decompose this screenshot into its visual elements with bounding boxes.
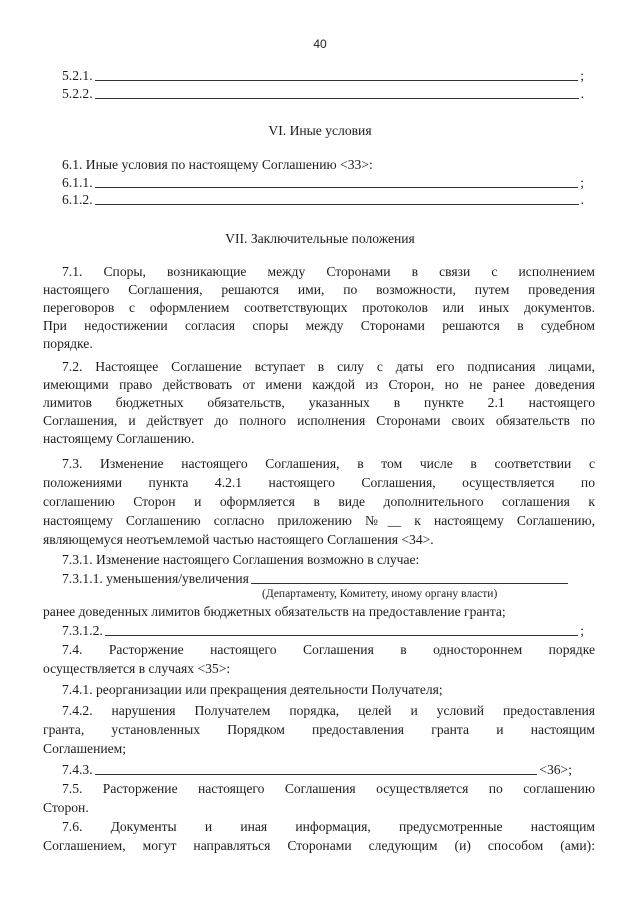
blank-line [95,97,579,99]
clause-7-3-1-1-cont: ранее доведенных лимитов бюджетных обязательств на предоставление гранта; [43,604,506,619]
clause-7-2-line: лимитов бюджетных обязательств, указанных в пункте 2.1 настоящего [43,395,595,410]
clause-7-4-1: 7.4.1. реорганизации или прекращения деятельности Получателя; [62,682,443,697]
item-5-2-2 [62,85,584,102]
clause-7-1-line: При недостижении согласия споры между Сторонами решаются в судебном [43,318,595,333]
punctuation: . [580,86,584,101]
clause-7-3-1-2 [62,622,584,639]
section-heading-7: VII. Заключительные положения [225,231,415,246]
clause-7-4-2-line: Соглашением; [43,741,127,756]
clause-7-6-line: 7.6. Документы и иная информация, предусмотренные настоящим [62,819,595,834]
clause-7-6-line: Соглашением, могут направляться Сторонами следующим (и) способом (ами): [43,838,595,853]
field-hint: (Департаменту, Комитету, иному органу власти) [262,588,498,600]
item-number: 6.1.1. [62,175,93,190]
item-number: 5.2.1. [62,68,93,83]
blank-line [95,79,579,81]
page-number: 40 [313,37,327,51]
clause-7-5-line: 7.5. Расторжение настоящего Соглашения осуществляется по соглашению [62,781,595,796]
clause-7-1-line: 7.1. Споры, возникающие между Сторонами в связи с исполнением [62,264,595,279]
clause-7-2-line: Соглашения, и действует до полного исполнения Сторонами своих обязательств по [43,413,595,428]
clause-6-1: 6.1. Иные условия по настоящему Соглашению <33>: [62,157,373,172]
clause-7-4-line: 7.4. Расторжение настоящего Соглашения в одностороннем порядке [62,642,595,657]
clause-7-3-line: являющемуся неотъемлемой частью настоящего Соглашения <34>. [43,532,434,547]
blank-line [95,186,579,188]
clause-7-3-line: настоящему Соглашению согласно приложению №__ к настоящему Соглашению, [43,513,595,528]
punctuation: ; [580,623,584,638]
clause-7-2-line: настоящему Соглашению. [43,431,195,446]
clause-7-1-line: порядке. [43,336,93,351]
blank-line [95,203,579,205]
item-number: 7.3.1.2. [62,623,103,638]
punctuation: ; [580,175,584,190]
clause-7-3-line: положениями пункта 4.2.1 настоящего Соглашения, осуществляется по [43,475,595,490]
clause-7-1-line: настоящего Соглашения, решаются ими, по возможности, путем проведения [43,282,595,297]
clause-7-5-line: Сторон. [43,800,89,815]
clause-7-3-1-1 [62,570,570,587]
item-number: 6.1.2. [62,192,93,207]
clause-7-3-line: 7.3. Изменение настоящего Соглашения, в том числе в соответствии с [62,456,595,471]
item-number: 5.2.2. [62,86,93,101]
blank-line [251,582,568,584]
clause-7-4-2-line: 7.4.2. нарушения Получателем порядка, целей и условий предоставления [62,703,595,718]
footnote-ref: <36>; [539,762,572,777]
clause-7-1-line: переговоров с оформлением соответствующих протоколов или иных документов. [43,300,595,315]
punctuation: ; [580,68,584,83]
clause-7-2-line: 7.2. Настоящее Соглашение вступает в силу с даты его подписания лицами, [62,359,595,374]
clause-7-3-line: соглашению Сторон и оформляется в виде дополнительного соглашения к [43,494,595,509]
clause-7-4-2-line: гранта, установленных Порядком предоставления гранта и настоящим [43,722,595,737]
clause-7-4-line: осуществляется в случаях <35>: [43,661,231,676]
clause-7-2-line: имеющими право действовать от имени каждой из Сторон, но не ранее доведения [43,377,595,392]
blank-line [95,773,538,775]
clause-7-3-1: 7.3.1. Изменение настоящего Соглашения возможно в случае: [62,552,420,567]
item-5-2-1 [62,67,584,84]
item-6-1-2 [62,191,584,208]
item-number: 7.4.3. [62,762,93,777]
clause-text: 7.3.1.1. уменьшения/увеличения [62,571,249,586]
clause-7-4-3 [62,761,572,778]
item-6-1-1 [62,174,584,191]
blank-line [105,634,578,636]
punctuation: . [580,192,584,207]
section-heading-6: VI. Иные условия [268,123,372,138]
